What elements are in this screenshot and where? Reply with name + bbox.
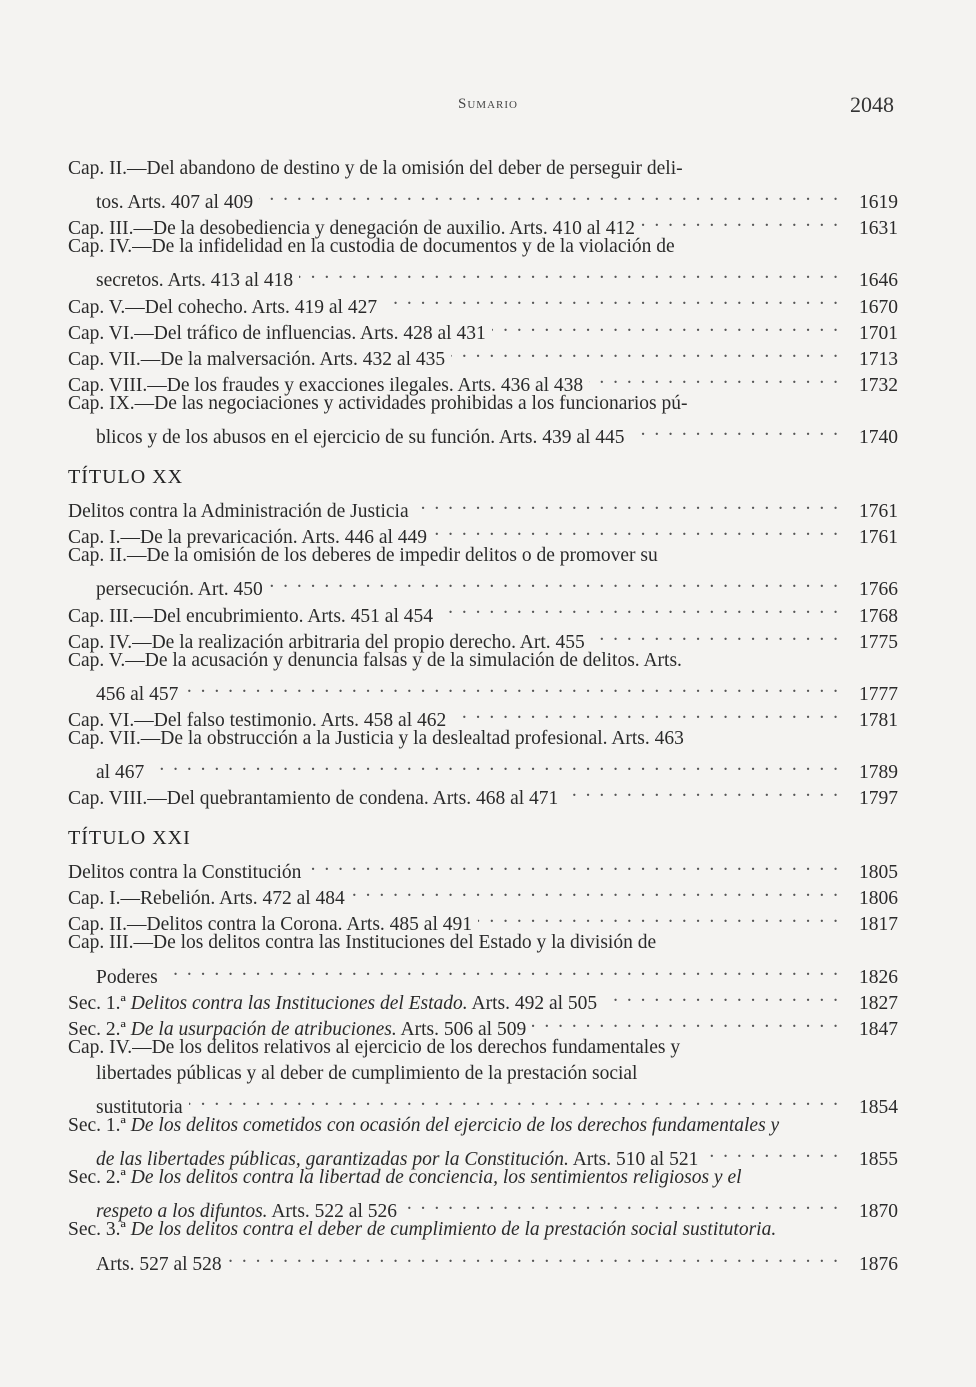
entry-text: Delitos contra la Administración de Justicia	[68, 501, 409, 523]
toc-line-text	[68, 347, 445, 373]
toc-entry	[68, 778, 898, 810]
toc-line-text	[68, 295, 377, 321]
entry-text: Cap. IX.—De las negociaciones y actividades prohibidas a los funcionarios pú-	[68, 392, 688, 414]
toc-page-number: 1619	[859, 192, 898, 214]
dot-leader	[383, 286, 840, 312]
dot-leader	[433, 517, 840, 543]
dot-leader	[591, 622, 840, 648]
toc-line-text	[96, 425, 625, 451]
toc-line-text	[68, 650, 682, 671]
toc-line-text	[96, 682, 178, 708]
titulo-heading: TÍTULO XX	[68, 466, 184, 489]
dot-leader	[164, 957, 840, 983]
toc-line	[68, 156, 898, 182]
toc-line-text	[96, 760, 144, 786]
toc-line	[68, 417, 898, 449]
toc-entry	[68, 700, 898, 731]
toc-line-text	[68, 1219, 776, 1240]
toc-line-text	[68, 604, 433, 630]
toc-entry	[68, 852, 898, 884]
toc-line-text	[68, 860, 301, 886]
toc-line-text	[68, 728, 684, 749]
dot-leader	[189, 1087, 840, 1113]
toc-line-text	[68, 158, 683, 179]
dot-leader	[439, 595, 840, 621]
toc-line	[68, 648, 898, 674]
toc-line	[68, 1061, 898, 1087]
toc-entry	[68, 648, 898, 705]
toc-entry	[68, 234, 898, 292]
section-prefix: Sec. 3.ª	[68, 1219, 131, 1241]
toc-line-text	[68, 545, 658, 566]
toc-line-text	[96, 1252, 222, 1278]
toc-line-text	[96, 268, 293, 294]
toc-line-text	[68, 886, 345, 912]
entry-text: Cap. IV.—De los delitos relativos al ejercicio de los derechos fundamentales y	[68, 1036, 681, 1058]
entry-text: Arts. 506 al 509	[396, 1018, 527, 1040]
dot-leader	[631, 417, 840, 443]
toc-line-text	[96, 1063, 637, 1084]
toc-page-number: 1876	[859, 1253, 898, 1275]
toc-line	[68, 182, 898, 214]
toc-line	[68, 1113, 898, 1139]
dot-leader	[478, 904, 840, 930]
entry-text: Cap. II.—Delitos contra la Corona. Arts. 485 al 491	[68, 914, 473, 936]
toc-page-number: 1806	[859, 888, 898, 910]
toc-page-number: 1826	[859, 966, 898, 988]
toc-line	[68, 1087, 898, 1119]
toc-line	[68, 491, 898, 523]
toc-line	[68, 726, 898, 752]
running-head	[0, 92, 976, 122]
dot-leader	[259, 182, 840, 208]
entry-text: al 467	[96, 762, 145, 784]
toc-line	[68, 234, 898, 260]
entry-text: Cap. V.—Del cohecho. Arts. 419 al 427	[68, 296, 378, 318]
toc-page-number: 1732	[859, 374, 898, 396]
section-prefix: Sec. 1.ª	[68, 1115, 131, 1137]
entry-text: blicos y de los abusos en el ejercicio de su función. Arts. 439 al 445	[96, 427, 625, 449]
section-prefix: Sec. 2.ª	[68, 1018, 131, 1040]
section-title-italic: Delitos contra las Instituciones del Estado.	[130, 992, 468, 1014]
toc-line	[68, 700, 898, 731]
toc-page-number: 1854	[859, 1097, 898, 1119]
entry-text: Cap. I.—Rebelión. Arts. 472 al 484	[68, 888, 345, 910]
entry-text: Cap. IV.—De la infidelidad en la custodia de documentos y de la violación de	[68, 236, 675, 258]
toc-page-number: 1870	[859, 1201, 898, 1223]
dot-leader	[589, 365, 840, 391]
entry-text: Cap. I.—De la prevaricación. Arts. 446 al 449	[68, 527, 428, 549]
toc-line-text	[96, 577, 263, 603]
toc-line-text	[68, 1167, 742, 1188]
toc-page-number: 1761	[859, 527, 898, 549]
toc-page-number: 1805	[859, 862, 898, 884]
dot-leader	[564, 778, 840, 804]
toc-line	[68, 543, 898, 569]
dot-leader	[641, 208, 840, 234]
toc-line	[68, 1217, 898, 1243]
toc-line-text	[68, 1037, 680, 1058]
entry-text: Cap. VIII.—De los fraudes y exacciones ilegales. Arts. 436 al 438	[68, 374, 584, 396]
section-prefix: Sec. 1.ª	[68, 992, 131, 1014]
dot-leader	[307, 852, 840, 878]
toc-page-number: 1713	[859, 348, 898, 370]
toc-line-text	[68, 991, 597, 1017]
section-prefix: Sec. 2.ª	[68, 1167, 131, 1189]
toc-line	[68, 1244, 898, 1275]
toc-line	[68, 1035, 898, 1061]
toc-line-text	[68, 393, 688, 414]
entry-text: Cap. IV.—De la realización arbitraria del propio derecho. Art. 455	[68, 631, 585, 653]
toc-line-text	[68, 499, 409, 525]
toc-line-text	[68, 321, 486, 347]
entry-text: Cap. VII.—De la malversación. Arts. 432 al 435	[68, 348, 446, 370]
toc-page-number: 1775	[859, 631, 898, 653]
entry-text: Cap. II.—Del abandono de destino y de la omisión del deber de perseguir deli-	[68, 158, 683, 179]
toc-page-number: 1827	[859, 992, 898, 1014]
entry-text: Arts. 510 al 521	[568, 1149, 699, 1171]
entry-text: Cap. VIII.—Del quebrantamiento de condena. Arts. 468 al 471	[68, 788, 559, 810]
toc-line	[68, 752, 898, 784]
entry-text: Cap. VI.—Del falso testimonio. Arts. 458 al 462	[68, 709, 447, 731]
toc-page-number: 1646	[859, 270, 898, 292]
entry-text: Arts. 527 al 528	[96, 1253, 222, 1275]
dot-leader	[704, 1139, 840, 1165]
toc-line	[68, 391, 898, 417]
toc-entry	[68, 1165, 898, 1223]
toc-page-number: 1817	[859, 914, 898, 936]
entry-text: Cap. VI.—Del tráfico de influencias. Arts. 428 al 431	[68, 322, 486, 344]
toc-line-text	[96, 190, 253, 216]
dot-leader	[150, 752, 840, 778]
section-title-italic: De los delitos contra la libertad de conciencia, los sentimientos religiosos y el	[130, 1167, 742, 1189]
toc-line	[68, 778, 898, 810]
toc-entry	[68, 156, 898, 214]
toc-page-number: 1631	[859, 218, 898, 240]
section-title-italic: De los delitos contra el deber de cumplimiento de la prestación social sustitutoria.	[130, 1219, 777, 1241]
toc-line	[68, 569, 898, 601]
toc-entry	[68, 726, 898, 784]
dot-leader	[403, 1191, 840, 1217]
toc-page-number: 1761	[859, 501, 898, 523]
entry-text: Arts. 522 al 526	[267, 1201, 397, 1223]
toc-page-number: 1789	[859, 762, 898, 784]
toc-line	[68, 930, 898, 956]
toc-line	[68, 1165, 898, 1191]
toc-entry	[68, 983, 898, 1014]
toc-page-number: 1740	[859, 427, 898, 449]
entry-text: Arts. 492 al 505	[467, 992, 598, 1014]
dot-leader	[451, 339, 840, 365]
dot-leader	[228, 1244, 840, 1270]
dot-leader	[415, 491, 840, 517]
toc-line	[68, 1191, 898, 1223]
titulo-heading: TÍTULO XXI	[68, 827, 191, 850]
entry-text: sustitutoria	[96, 1097, 183, 1119]
toc-line-text	[68, 236, 675, 257]
dot-leader	[269, 569, 840, 595]
entry-text: Cap. II.—De la omisión de los deberes de impedir delitos o de promover su	[68, 545, 658, 567]
toc-page-number: 1781	[859, 709, 898, 731]
toc-page-number: 1766	[859, 579, 898, 601]
toc-page-number: 1768	[859, 605, 898, 627]
section-title-italic: De los delitos cometidos con ocasión del ejercicio de los derechos fundamentales y	[130, 1115, 780, 1137]
toc-line-text	[68, 786, 558, 812]
entry-text: secretos. Arts. 413 al 418	[96, 270, 294, 292]
entry-text: Cap. V.—De la acusación y denuncia falsas y de la simulación de delitos. Arts.	[68, 649, 682, 671]
entry-text: persecución. Art. 450	[96, 579, 263, 601]
section-title-italic: De la usurpación de atribuciones.	[130, 1018, 397, 1040]
section-title-italic: respeto a los difuntos.	[96, 1201, 268, 1223]
toc-entry	[68, 1217, 898, 1275]
entry-text: Delitos contra la Constitución	[68, 862, 302, 884]
dot-leader	[603, 983, 840, 1009]
toc-page-number: 1777	[859, 683, 898, 705]
toc-page-number: 1855	[859, 1149, 898, 1171]
entry-text: libertades públicas y al deber de cumplimiento de la prestación social	[96, 1062, 638, 1084]
toc-entry	[68, 1035, 898, 1119]
entry-text: Cap. III.—De la desobediencia y denegación de auxilio. Arts. 410 al 412	[68, 218, 635, 240]
toc-page-number: 1670	[859, 296, 898, 318]
toc-line	[68, 983, 898, 1014]
toc-entry	[68, 1113, 898, 1171]
toc-line	[68, 260, 898, 292]
toc-page-number: 1797	[859, 788, 898, 810]
entry-text: Cap. VII.—De la obstrucción a la Justicia y la deslealtad profesional. Arts. 463	[68, 727, 684, 749]
entry-text: tos. Arts. 407 al 409	[96, 192, 254, 214]
section-title-italic: de las libertades públicas, garantizadas por la Constitución.	[96, 1149, 569, 1171]
entry-text: 456 al 457	[96, 683, 179, 705]
toc-entry	[68, 391, 898, 449]
entry-text: Cap. III.—Del encubrimiento. Arts. 451 al 454	[68, 605, 434, 627]
toc-page-number: 1847	[859, 1018, 898, 1040]
toc-line	[68, 674, 898, 705]
toc-line-text	[68, 932, 656, 953]
running-head-title: Sumario	[458, 96, 518, 112]
entry-text: Cap. III.—De los delitos contra las Instituciones del Estado y la división de	[68, 932, 657, 954]
toc-entry	[68, 543, 898, 601]
toc-line-text	[96, 965, 158, 991]
dot-leader	[184, 674, 840, 700]
table-of-contents	[68, 156, 898, 1275]
toc-entry	[68, 491, 898, 523]
dot-leader	[492, 313, 840, 339]
toc-entry	[68, 930, 898, 988]
toc-line	[68, 1139, 898, 1171]
toc-line-text	[68, 1115, 779, 1136]
toc-page-number: 1701	[859, 322, 898, 344]
toc-line	[68, 957, 898, 988]
dot-leader	[299, 260, 840, 286]
dot-leader	[351, 878, 840, 904]
dot-leader	[452, 700, 840, 726]
toc-line	[68, 852, 898, 884]
entry-text: Poderes	[96, 966, 158, 988]
page-number: 2048	[850, 92, 894, 117]
